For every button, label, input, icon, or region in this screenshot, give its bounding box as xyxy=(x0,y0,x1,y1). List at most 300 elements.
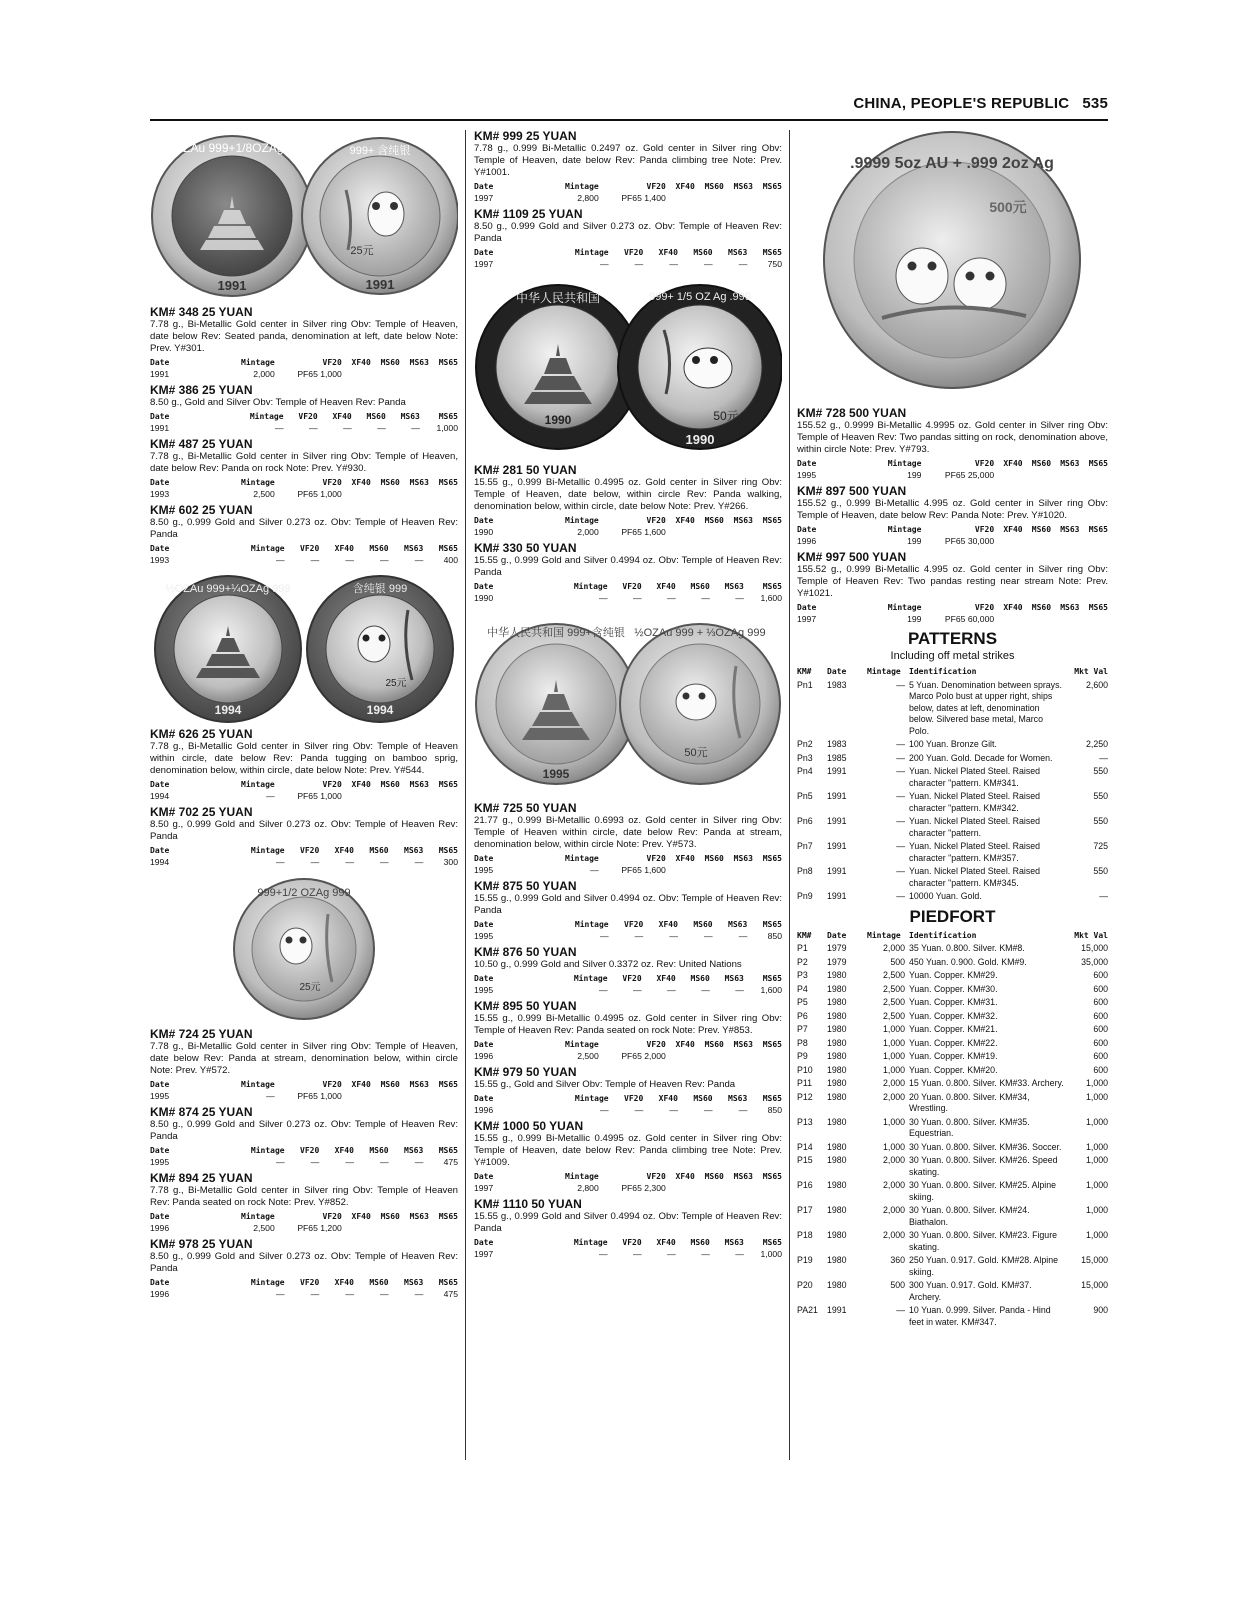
price-table xyxy=(150,411,458,434)
price-cell: — xyxy=(345,856,354,867)
price-col-header: MS65 xyxy=(438,412,458,421)
price-col-header: MS60 xyxy=(704,1040,724,1049)
table-cell: 550 xyxy=(1093,816,1108,826)
price-col-header: MS63 xyxy=(733,1172,753,1181)
price-col-header: MS63 xyxy=(728,248,748,257)
price-cell xyxy=(1051,614,1079,626)
price-row xyxy=(150,1289,458,1301)
price-col-header: MS65 xyxy=(438,358,458,367)
price-header-row xyxy=(474,581,782,593)
price-cell: 1990 xyxy=(474,592,494,603)
coin-entry xyxy=(474,1197,782,1260)
coin-description: 7.78 g., Bi-Metallic Gold center in Silver ring Obv: Temple of Heaven within circle, date below Rev: Panda tugging on bamboo sprig, denomination below, within circle, date below Note: Prev. Y#544. xyxy=(150,741,458,776)
price-col-header: MS65 xyxy=(438,1146,458,1155)
price-cell: — xyxy=(380,856,389,867)
table-cell: — xyxy=(896,1305,905,1315)
table-cell: 1991 xyxy=(827,766,847,776)
price-row xyxy=(474,193,782,205)
table-cell: PA21 xyxy=(797,1305,818,1315)
price-col-header: MS63 xyxy=(409,780,429,789)
coin-entry xyxy=(474,1119,782,1194)
table-cell: 1,000 xyxy=(1085,1091,1108,1102)
price-cell: — xyxy=(669,930,678,941)
price-col-header: Date xyxy=(474,1094,494,1103)
price-cell xyxy=(400,791,429,803)
catalog-number: KM# 1109 25 YUAN xyxy=(474,207,583,221)
price-cell: PF65 30,000 xyxy=(944,535,995,546)
price-col-header: Date xyxy=(797,525,817,534)
coin-entry xyxy=(474,1065,782,1116)
price-col-header: Date xyxy=(797,603,817,612)
coin-denomination: 50元 xyxy=(684,747,708,759)
catalog-number: KM# 728 500 YUAN xyxy=(797,406,907,420)
price-table xyxy=(150,1211,458,1234)
price-row xyxy=(150,1157,458,1169)
price-col-header: XF40 xyxy=(334,1278,354,1287)
column-3 xyxy=(797,405,1108,1328)
price-cell: — xyxy=(704,930,713,941)
price-header-row xyxy=(150,845,458,857)
coin-reverse xyxy=(302,138,458,294)
price-col-header: Date xyxy=(474,516,494,525)
price-col-header: MS65 xyxy=(762,974,782,983)
table-row xyxy=(797,941,1108,955)
table-cell: Yuan. Nickel Plated Steel. Raised character "pattern. xyxy=(909,816,1041,838)
price-cell: — xyxy=(310,554,320,565)
price-col-header: VF20 xyxy=(974,603,995,612)
coin-entry xyxy=(797,406,1108,481)
table-cell: 360 xyxy=(890,1255,905,1265)
price-col-header: Date xyxy=(474,1040,494,1049)
table-cell: 600 xyxy=(1093,1064,1108,1075)
price-col-header: MS63 xyxy=(728,1094,748,1103)
price-cell xyxy=(400,1091,429,1103)
price-cell xyxy=(695,1183,724,1195)
table-cell: 1991 xyxy=(827,866,847,876)
price-col-header: MS63 xyxy=(1060,525,1080,534)
price-col-header: MS65 xyxy=(1088,603,1108,612)
price-col-header: MS60 xyxy=(369,1146,389,1155)
table-cell: 1980 xyxy=(827,1205,847,1215)
table-row xyxy=(797,1049,1108,1063)
table-cell: 550 xyxy=(1093,866,1108,876)
price-cell: — xyxy=(276,554,285,565)
price-cell: 1996 xyxy=(474,1104,494,1115)
price-cell: — xyxy=(377,422,386,433)
price-cell xyxy=(695,1051,724,1063)
price-col-header: VF20 xyxy=(322,358,342,367)
price-cell xyxy=(429,489,458,501)
col-header: Identification xyxy=(909,667,977,676)
price-cell: 1997 xyxy=(474,1248,494,1259)
entry-group xyxy=(150,727,458,868)
price-col-header: VF20 xyxy=(646,182,666,191)
table-cell: 1980 xyxy=(827,1155,847,1165)
coin-rim-text: ½OZAu 999+¼OZAg 999 xyxy=(165,583,291,595)
price-cell: 1997 xyxy=(474,1182,494,1193)
price-col-header: Mintage xyxy=(574,1094,609,1103)
price-cell: 1996 xyxy=(150,1222,170,1233)
price-col-header: MS60 xyxy=(1031,603,1052,612)
table-cell: 5 Yuan. Denomination between sprays. Marco Polo bust at upper right, ships below, dates at left, denomination below. Silvered base metal, Marco Polo. xyxy=(909,679,1062,736)
price-col-header: MS65 xyxy=(762,516,782,525)
table-cell: P8 xyxy=(797,1037,808,1048)
table-cell: 15,000 xyxy=(1081,1280,1108,1290)
coin-entry xyxy=(150,1237,458,1300)
price-col-header: MS63 xyxy=(404,1278,424,1287)
price-cell xyxy=(724,1051,753,1063)
table-cell: 35,000 xyxy=(1081,956,1108,967)
price-col-header: Date xyxy=(150,1080,170,1089)
entry-group xyxy=(474,129,782,270)
coin-description: 7.78 g., Bi-Metallic Gold center in Silver ring Obv: Temple of Heaven, date below Rev: Seated panda, denomination at left, date below Note: Prev. Y#301. xyxy=(150,319,458,354)
price-row xyxy=(150,423,458,435)
price-col-header: MS65 xyxy=(438,846,458,855)
table-cell: 1991 xyxy=(827,841,847,851)
price-row xyxy=(474,1105,782,1117)
price-header-row xyxy=(797,602,1108,614)
price-cell: — xyxy=(735,984,744,995)
coin-entry xyxy=(474,801,782,876)
price-col-header: XF40 xyxy=(351,780,371,789)
price-cell xyxy=(429,1091,458,1103)
price-col-header: MS65 xyxy=(762,1172,782,1181)
catalog-number: KM# 626 25 YUAN xyxy=(150,727,253,741)
coin-date: 1994 xyxy=(214,703,242,717)
price-cell: 1991 xyxy=(150,422,170,433)
price-col-header: Mintage xyxy=(565,1172,599,1181)
price-cell xyxy=(1023,536,1051,548)
table-cell: — xyxy=(896,679,905,690)
col-header: Mkt Val xyxy=(1074,667,1108,676)
price-cell xyxy=(400,1223,429,1235)
table-cell: 1980 xyxy=(827,1091,847,1102)
table-cell: P5 xyxy=(797,997,808,1007)
price-col-header: Mintage xyxy=(250,1146,285,1155)
coin-rim-text: .9999 5oz AU + .999 2oz Ag xyxy=(850,155,1054,172)
table-row xyxy=(797,1153,1108,1178)
price-col-header: Date xyxy=(474,582,494,591)
col-header: Identification xyxy=(909,930,977,940)
price-cell: PF65 25,000 xyxy=(944,469,995,480)
coin-date: 1990 xyxy=(544,413,572,427)
table-cell: 500 xyxy=(890,956,905,967)
coin-entry xyxy=(797,550,1108,625)
table-cell: 1979 xyxy=(827,956,847,967)
table-cell: — xyxy=(896,841,905,851)
catalog-number: KM# 874 25 YUAN xyxy=(150,1105,253,1119)
price-col-header: MS63 xyxy=(404,544,424,553)
price-row xyxy=(797,614,1108,626)
coin-rim-text: 999+ 含纯银 xyxy=(349,145,411,157)
table-cell: 1980 xyxy=(827,1280,847,1290)
price-row xyxy=(150,369,458,381)
price-header-row xyxy=(474,515,782,527)
table-cell: 600 xyxy=(1093,970,1108,980)
price-col-header: Mintage xyxy=(250,1278,285,1287)
price-cell: — xyxy=(633,592,642,603)
price-col-header: VF20 xyxy=(322,780,342,789)
price-table xyxy=(150,1277,458,1300)
coin-description: 8.50 g., 0.999 Gold and Silver 0.273 oz. Obv: Temple of Heaven Rev: Panda xyxy=(150,517,458,540)
price-cell: 2,800 xyxy=(577,1182,599,1193)
coin-photo-1995-quarter xyxy=(150,874,458,1024)
catalog-number: KM# 978 25 YUAN xyxy=(150,1237,253,1251)
price-col-header: MS65 xyxy=(438,544,458,553)
price-row xyxy=(150,791,458,803)
price-col-header: MS60 xyxy=(690,974,710,983)
catalog-number: KM# 348 25 YUAN xyxy=(150,305,253,319)
table-cell: Yuan. Copper. KM#32. xyxy=(909,1010,998,1021)
price-col-header: MS63 xyxy=(733,516,753,525)
price-col-header: XF40 xyxy=(351,358,371,367)
entry-group xyxy=(150,1027,458,1300)
price-table xyxy=(474,919,782,942)
coin-denomination: 25元 xyxy=(299,982,321,993)
price-cell xyxy=(666,865,695,877)
table-cell: 30 Yuan. 0.800. Silver. KM#36. Soccer. xyxy=(909,1141,1062,1152)
table-cell: 30 Yuan. 0.800. Silver. KM#26. Speed skating. xyxy=(909,1155,1058,1177)
table-cell: 1980 xyxy=(827,1051,847,1061)
price-cell xyxy=(666,193,695,205)
table-cell: P19 xyxy=(797,1255,813,1265)
catalog-number: KM# 330 50 YUAN xyxy=(474,541,577,555)
price-table xyxy=(797,602,1108,625)
table-row xyxy=(797,1009,1108,1023)
table-cell: P10 xyxy=(797,1064,813,1075)
price-cell: 2,000 xyxy=(253,368,275,379)
catalog-number: KM# 875 50 YUAN xyxy=(474,879,577,893)
price-cell: — xyxy=(276,1288,285,1299)
price-cell: — xyxy=(414,1288,424,1299)
price-cell: PF65 2,300 xyxy=(621,1182,666,1193)
table-cell: Yuan. Copper. KM#19. xyxy=(909,1051,998,1061)
price-cell xyxy=(753,1051,782,1063)
price-cell: — xyxy=(600,1104,609,1115)
price-header-row xyxy=(150,1211,458,1223)
col-header: Mintage xyxy=(867,667,901,676)
header-title: CHINA, PEOPLE'S REPUBLIC xyxy=(853,95,1070,112)
price-cell: — xyxy=(310,1156,320,1167)
coin-photo-pair-1994 xyxy=(150,574,458,724)
table-cell: 1980 xyxy=(827,1078,847,1088)
price-cell: — xyxy=(738,1104,748,1115)
price-cell: — xyxy=(701,1248,710,1259)
running-head xyxy=(853,95,1108,112)
price-header-row xyxy=(150,477,458,489)
price-cell: 2,500 xyxy=(253,1222,275,1233)
price-col-header: Mintage xyxy=(249,412,284,421)
table-cell: — xyxy=(896,816,905,826)
patterns-section xyxy=(797,629,1108,903)
price-col-header: MS60 xyxy=(693,248,713,257)
price-table xyxy=(797,458,1108,481)
piedfort-table xyxy=(797,930,1108,1329)
price-cell xyxy=(695,527,724,539)
column-divider-2 xyxy=(789,130,790,1460)
table-cell: 1,000 xyxy=(882,1037,905,1048)
price-cell xyxy=(342,489,371,501)
price-cell xyxy=(429,369,458,381)
table-cell: 900 xyxy=(1093,1305,1108,1315)
price-cell: 1994 xyxy=(150,856,170,867)
price-col-header: XF40 xyxy=(334,846,354,855)
price-col-header: MS65 xyxy=(762,1238,782,1247)
price-cell xyxy=(994,536,1022,548)
table-cell: 20 Yuan. 0.800. Silver. KM#34, Wrestling. xyxy=(909,1091,1030,1113)
table-row xyxy=(797,1253,1108,1278)
table-cell: 600 xyxy=(1093,997,1108,1007)
price-header-row xyxy=(150,779,458,791)
table-cell: 2,500 xyxy=(882,970,905,980)
table-row xyxy=(797,737,1108,751)
table-cell: P15 xyxy=(797,1155,813,1165)
price-row xyxy=(150,1091,458,1103)
price-table xyxy=(150,779,458,802)
price-col-header: MS63 xyxy=(409,1212,429,1221)
price-col-header: MS63 xyxy=(724,1238,744,1247)
table-cell: Yuan. Nickel Plated Steel. Raised character "pattern. KM#345. xyxy=(909,866,1041,888)
table-cell: — xyxy=(1099,752,1108,763)
price-cell: — xyxy=(414,1156,424,1167)
coin-entry xyxy=(150,503,458,566)
price-col-header: MS60 xyxy=(380,780,400,789)
price-cell: — xyxy=(380,1156,389,1167)
price-cell: — xyxy=(345,554,354,565)
table-cell: 1983 xyxy=(827,739,847,749)
catalog-number: KM# 979 50 YUAN xyxy=(474,1065,577,1079)
price-header-row xyxy=(797,524,1108,536)
price-col-header: MS63 xyxy=(1060,459,1080,468)
table-cell: 30 Yuan. 0.800. Silver. KM#24. Biathalon. xyxy=(909,1205,1030,1227)
entry-group xyxy=(474,801,782,1260)
col-header: Date xyxy=(827,930,847,940)
table-cell: 600 xyxy=(1093,1010,1108,1021)
catalog-number: KM# 1110 50 YUAN xyxy=(474,1197,582,1211)
price-cell: — xyxy=(310,1288,320,1299)
table-cell: 15,000 xyxy=(1081,943,1108,953)
table-cell: 250 Yuan. 0.917. Gold. KM#28. Alpine skiing. xyxy=(909,1255,1059,1277)
table-cell: 1980 xyxy=(827,1064,847,1075)
coin-description: 15.55 g., Gold and Silver Obv: Temple of Heaven Rev: Panda xyxy=(474,1079,736,1090)
price-col-header: VF20 xyxy=(622,974,642,983)
table-cell: 600 xyxy=(1093,1024,1108,1034)
price-cell xyxy=(753,527,782,539)
coin-photo-pair-1995 xyxy=(474,610,782,798)
price-cell: 1995 xyxy=(474,984,494,995)
table-cell: 10000 Yuan. Gold. xyxy=(909,891,982,901)
price-row xyxy=(474,865,782,877)
coin-rim-text: 含纯银 999 xyxy=(352,583,408,595)
coin-description: 8.50 g., 0.999 Gold and Silver 0.273 oz. Obv: Temple of Heaven Rev: Panda xyxy=(150,1119,458,1142)
price-cell: — xyxy=(669,258,678,269)
table-cell: 2,000 xyxy=(882,1230,905,1240)
price-cell: PF65 1,400 xyxy=(621,192,666,203)
price-col-header: VF20 xyxy=(622,1238,642,1247)
price-col-header: MS60 xyxy=(369,846,389,855)
price-cell: — xyxy=(276,856,285,867)
catalog-number: KM# 999 25 YUAN xyxy=(474,129,577,143)
price-col-header: MS63 xyxy=(724,974,744,983)
price-header-row xyxy=(150,543,458,555)
table-cell: P4 xyxy=(797,983,808,994)
price-header-row xyxy=(150,1145,458,1157)
table-cell: — xyxy=(896,766,905,776)
table-cell: 1980 xyxy=(827,970,847,980)
price-col-header: MS63 xyxy=(728,920,748,929)
price-col-header: Date xyxy=(474,920,494,929)
price-col-header: MS63 xyxy=(409,358,429,367)
price-col-header: MS60 xyxy=(693,1094,713,1103)
price-col-header: XF40 xyxy=(658,920,678,929)
table-cell: 1980 xyxy=(827,1037,847,1048)
coin-entry xyxy=(150,383,458,434)
price-col-header: Mintage xyxy=(573,582,608,591)
table-cell: 30 Yuan. 0.800. Silver. KM#35. Equestrian. xyxy=(909,1116,1030,1138)
table-cell: 1,000 xyxy=(882,1024,905,1034)
catalog-number: KM# 876 50 YUAN xyxy=(474,945,577,959)
col-header: Date xyxy=(827,667,847,676)
catalog-number: KM# 725 50 YUAN xyxy=(474,801,577,815)
table-cell: — xyxy=(1099,891,1108,901)
price-cell: — xyxy=(309,422,318,433)
price-cell: 199 xyxy=(907,613,922,624)
price-cell: 300 xyxy=(443,856,458,867)
coin-description: 7.78 g., Bi-Metallic Gold center in Silver ring Obv: Temple of Heaven, date below Rev: Panda at stream, denomination below, within circle Note: Prev. Y#572. xyxy=(150,1041,458,1076)
price-header-row xyxy=(474,247,782,259)
table-row xyxy=(797,955,1108,969)
price-col-header: XF40 xyxy=(332,412,352,421)
price-cell: PF65 1,200 xyxy=(297,1222,342,1233)
coin-date: 1991 xyxy=(365,277,395,292)
price-col-header: VF20 xyxy=(322,1212,342,1221)
price-table xyxy=(474,853,782,876)
price-cell xyxy=(371,791,400,803)
price-cell xyxy=(724,193,753,205)
price-col-header: VF20 xyxy=(300,1278,320,1287)
price-cell: 750 xyxy=(767,258,782,269)
table-cell: Yuan. Copper. KM#21. xyxy=(909,1024,998,1034)
col-header: KM# xyxy=(797,930,812,940)
coin-reverse xyxy=(234,879,374,1019)
price-col-header: MS65 xyxy=(1088,459,1108,468)
table-header-row xyxy=(797,930,1108,942)
price-col-header: MS60 xyxy=(380,1080,400,1089)
price-col-header: Date xyxy=(474,1172,494,1181)
table-cell: 550 xyxy=(1093,791,1108,801)
price-col-header: MS65 xyxy=(438,780,458,789)
price-cell: 1996 xyxy=(150,1288,170,1299)
price-cell: — xyxy=(634,930,644,941)
price-cell xyxy=(1051,536,1079,548)
table-cell: 1,000 xyxy=(1085,1180,1108,1190)
table-cell: P2 xyxy=(797,956,808,967)
price-cell xyxy=(724,865,753,877)
price-col-header: Mintage xyxy=(565,854,599,863)
price-cell: — xyxy=(343,422,352,433)
table-cell: 1991 xyxy=(827,891,847,901)
catalog-number: KM# 702 25 YUAN xyxy=(150,805,253,819)
table-cell: P14 xyxy=(797,1141,813,1152)
table-cell: 1991 xyxy=(827,816,847,826)
price-cell: — xyxy=(667,984,676,995)
table-cell: — xyxy=(896,866,905,876)
price-col-header: MS60 xyxy=(704,854,724,863)
price-cell: — xyxy=(266,1090,275,1101)
price-col-header: XF40 xyxy=(334,544,354,553)
price-cell: 475 xyxy=(443,1288,458,1299)
coin-description: 8.50 g., Gold and Silver Obv: Temple of Heaven Rev: Panda xyxy=(150,397,406,408)
